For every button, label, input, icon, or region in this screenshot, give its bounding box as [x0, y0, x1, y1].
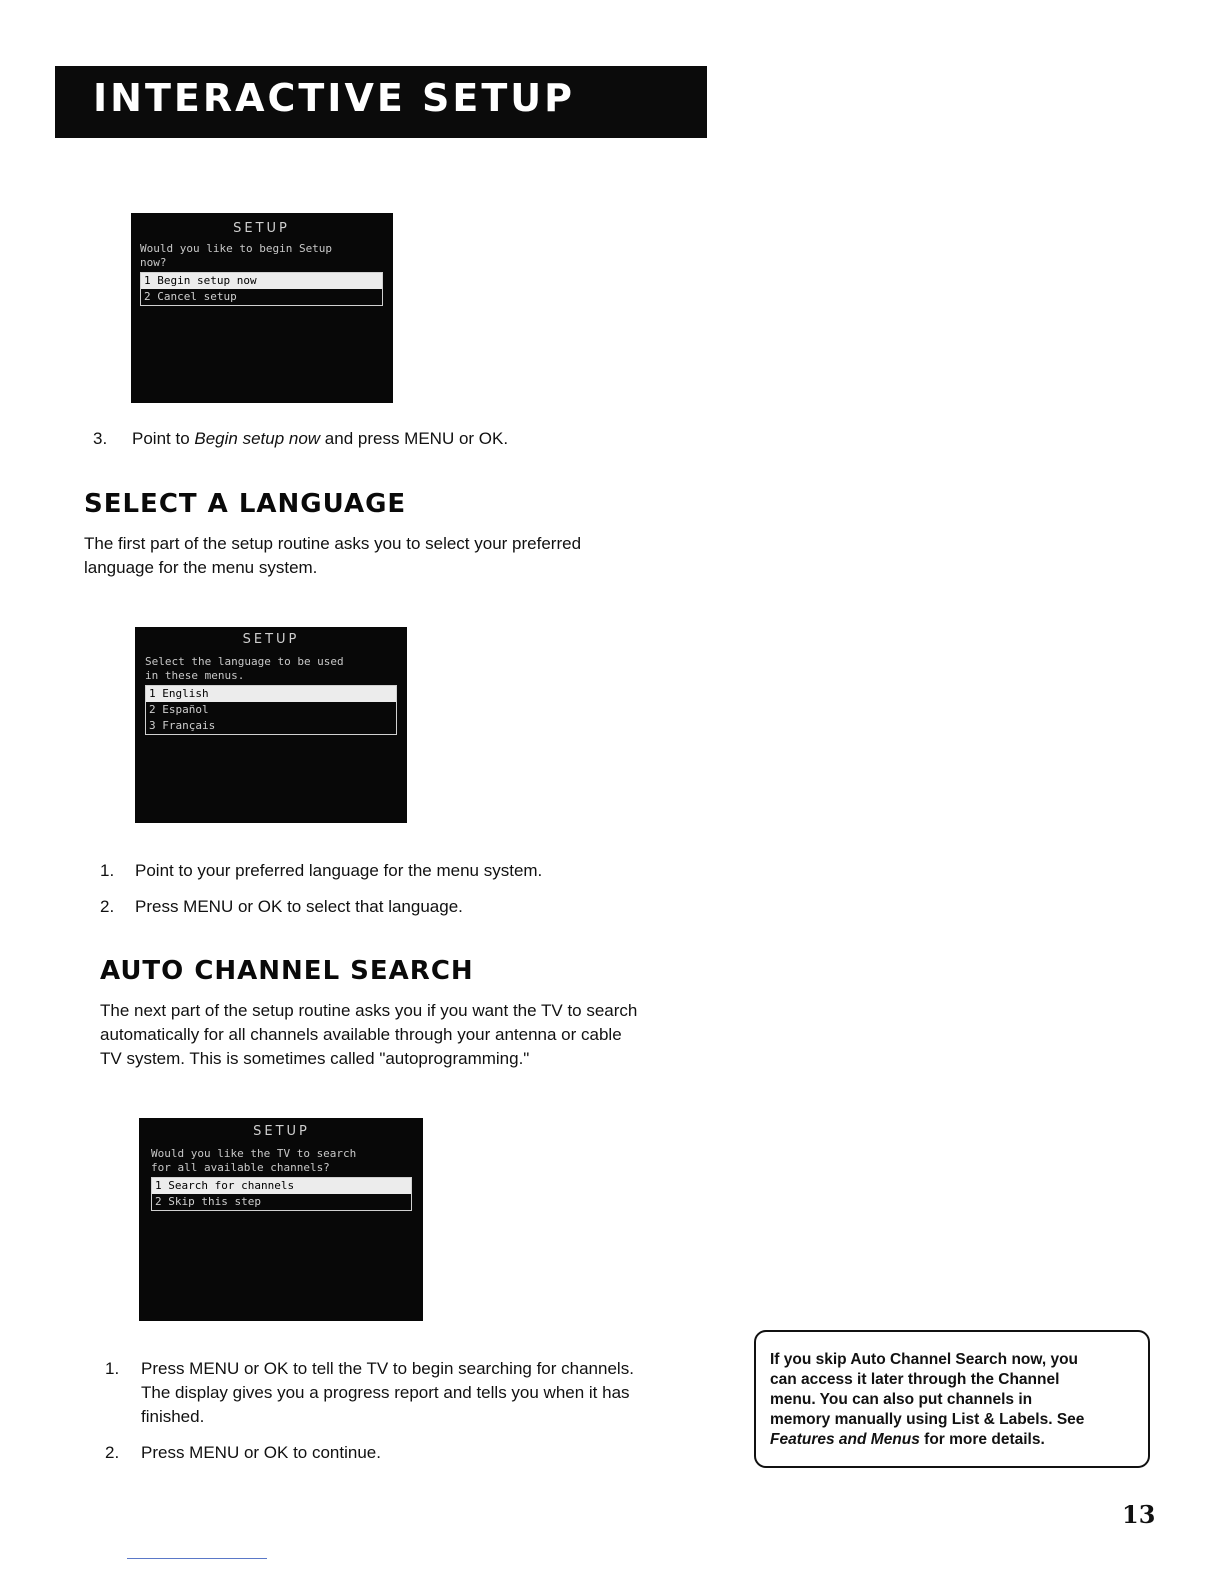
option-cancel-setup[interactable]: 2 Cancel setup	[144, 290, 237, 303]
section-heading-language: SELECT A LANGUAGE	[84, 489, 407, 519]
screen-options	[151, 1177, 412, 1211]
page-title: INTERACTIVE SETUP	[93, 76, 575, 120]
screen-prompt: Would you like to begin Setup now?	[140, 242, 333, 269]
channel-intro: The next part of the setup routine asks you if you want the TV to search automatically for all channels available through your antenna or cable TV system. This is sometimes called "autoprogramming."	[100, 1001, 638, 1068]
option-espanol[interactable]: 2 Español	[149, 703, 209, 716]
step-text: Point to Begin setup now and press MENU or OK.	[132, 429, 509, 448]
setup-screen-language	[135, 627, 407, 823]
step-begin-setup	[93, 427, 693, 451]
screen-title: SETUP	[242, 632, 300, 647]
screen-title: SETUP	[253, 1124, 310, 1139]
setup-screen-channel-search	[139, 1118, 423, 1321]
option-begin-setup[interactable]: 1 Begin setup now	[141, 273, 382, 289]
language-intro: The first part of the setup routine asks you to select your preferred language for the menu system.	[84, 534, 582, 577]
option-search-channels[interactable]: 1 Search for channels	[152, 1178, 411, 1194]
screen-title: SETUP	[233, 221, 290, 236]
tip-note-box: If you skip Auto Channel Search now, you can access it later through the Channel menu. You can also put channels in memory manually using List & Labels. See Features and Menus for more details.	[754, 1330, 1150, 1468]
screen-prompt: Select the language to be used in these menus.	[145, 655, 344, 682]
page-header	[55, 66, 707, 138]
language-step-2: 2. Press MENU or OK to select that language.	[100, 897, 463, 916]
option-francais[interactable]: 3 Français	[149, 719, 216, 732]
step-number: 3.	[93, 429, 108, 448]
section-heading-channel-search: AUTO CHANNEL SEARCH	[100, 956, 474, 986]
screen-options	[140, 272, 383, 306]
option-english[interactable]: 1 English	[146, 686, 396, 702]
footer-divider	[127, 1558, 267, 1559]
screen-options	[145, 685, 397, 735]
channel-step-2: 2. Press MENU or OK to continue.	[105, 1443, 381, 1462]
setup-screen-begin	[131, 213, 393, 403]
page-number: 13	[1122, 1500, 1156, 1529]
step-text: Press MENU or OK to tell the TV to begin searching for channels. The display gives you a progress report and tells you when it has finished.	[141, 1359, 634, 1426]
language-step-1: 1. Point to your preferred language for the menu system.	[100, 861, 543, 880]
screen-prompt: Would you like the TV to search for all available channels?	[151, 1147, 357, 1174]
option-skip-step[interactable]: 2 Skip this step	[155, 1195, 261, 1208]
channel-step-1: 1. Press MENU or OK to tell the TV to begin searching for channels. The display gives you a progress report and tells you when it has finished.	[105, 1357, 725, 1429]
